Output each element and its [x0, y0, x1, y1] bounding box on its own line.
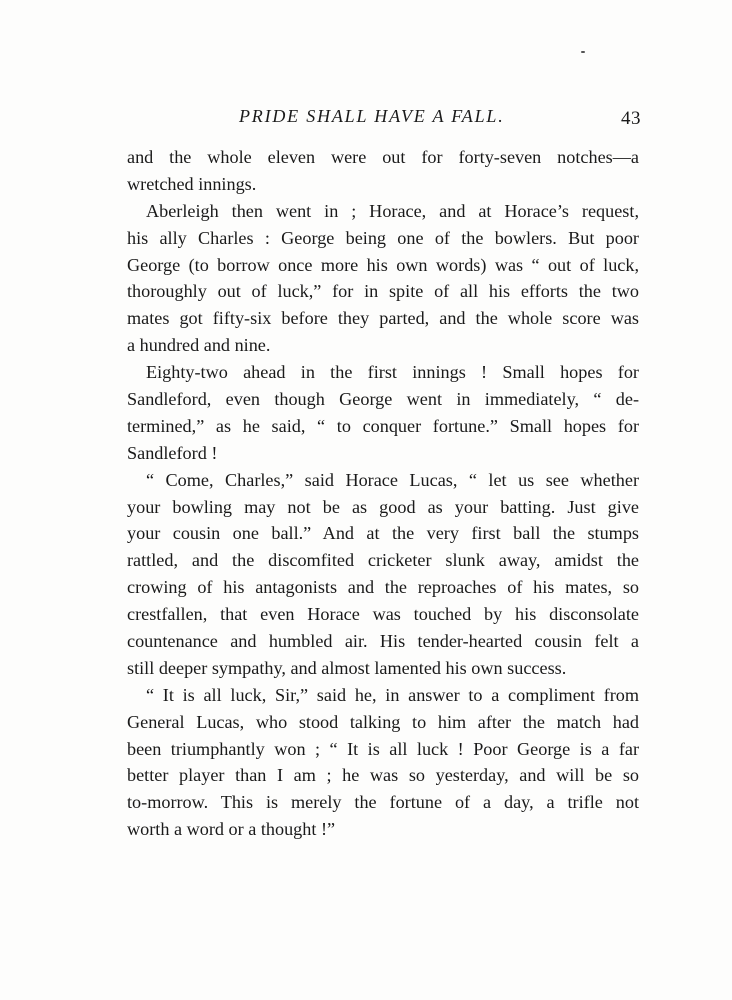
text-line: to-morrow. This is merely the fortune of a day, a trifle not: [127, 792, 639, 813]
text-line: Aberleigh then went in ; Horace, and at Horace’s request,: [146, 200, 639, 221]
text-line: termined,” as he said, “ to conquer fortune.” Small hopes for: [127, 415, 639, 436]
text-line: your bowling may not be as good as your batting. Just give: [127, 496, 639, 517]
text-line: rattled, and the discomfited cricketer slunk away, amidst the: [127, 550, 639, 571]
text-line: Sandleford, even though George went in immediately, “ de-: [127, 389, 639, 410]
text-line: wretched innings.: [127, 173, 257, 194]
text-line: thoroughly out of luck,” for in spite of all his efforts the two: [127, 281, 639, 302]
running-head: [127, 102, 641, 132]
text-line: his ally Charles : George being one of the bowlers. But poor: [127, 227, 639, 248]
text-line: been triumphantly won ; “ It is all luck ! Poor George is a far: [127, 738, 639, 759]
running-title: PRIDE SHALL HAVE A FALL.: [239, 106, 505, 126]
text-line: crestfallen, that even Horace was touched by his disconsolate: [127, 604, 639, 625]
text-line: better player than I am ; he was so yesterday, and will be so: [127, 765, 639, 786]
text-line: a hundred and nine.: [127, 335, 271, 356]
text-line: “ Come, Charles,” said Horace Lucas, “ let us see whether: [146, 469, 639, 490]
text-line: your cousin one ball.” And at the very first ball the stumps: [127, 523, 639, 544]
text-line: crowing of his antagonists and the reproaches of his mates, so: [127, 577, 639, 598]
text-line: worth a word or a thought !”: [127, 819, 336, 840]
text-line: Sandleford !: [127, 442, 218, 463]
text-line: mates got fifty-six before they parted, and the whole score was: [127, 308, 639, 329]
text-line: Eighty-two ahead in the first innings ! Small hopes for: [146, 362, 639, 383]
body-text: [127, 144, 639, 843]
text-line: still deeper sympathy, and almost lamented his own success.: [127, 657, 567, 678]
text-line: and the whole eleven were out for forty-seven notches—a: [127, 147, 639, 167]
text-line: George (to borrow once more his own words) was “ out of luck,: [127, 254, 639, 275]
page-number: 43: [621, 108, 641, 129]
text-line: General Lucas, who stood talking to him after the match had: [127, 711, 639, 732]
ink-speck: [581, 51, 585, 53]
text-line: “ It is all luck, Sir,” said he, in answer to a compliment from: [146, 684, 639, 705]
text-line: countenance and humbled air. His tender-hearted cousin felt a: [127, 631, 639, 652]
